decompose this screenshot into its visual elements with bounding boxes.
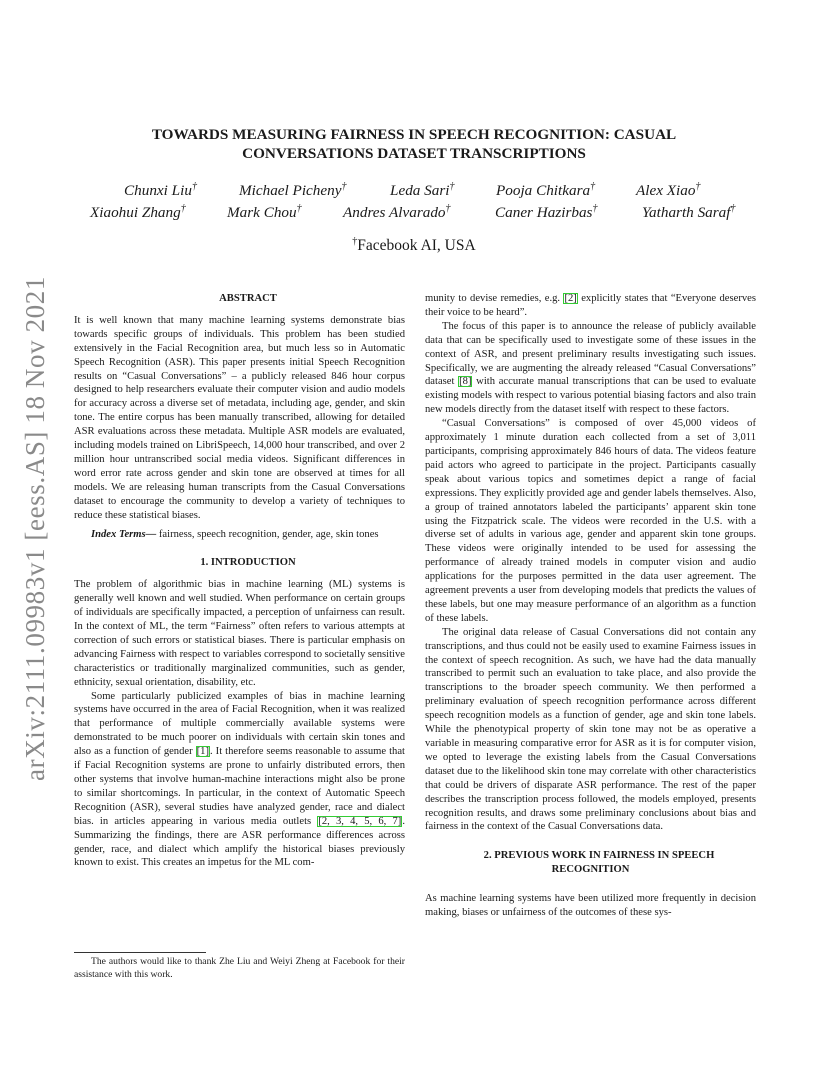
- author: Chunxi Liu†: [124, 180, 197, 199]
- footnote-text: The authors would like to thank Zhe Liu and Weiyi Zheng at Facebook for their assistance with this work.: [74, 956, 405, 980]
- author: Leda Sari†: [390, 180, 455, 199]
- author-list: [80, 182, 748, 226]
- author: Michael Picheny†: [239, 180, 347, 199]
- abstract-text: It is well known that many machine learning systems demonstrate bias towards specific groups of individuals. This problem has been studied extensively in the Facial Recognition area, but much less so in Automatic Speech Recognition (ASR). This paper presents initial Speech Recognition results on “Casual Conversations” – a publicly released 846 hour corpus designed to help researchers evaluate their computer vision and audio models for accuracy across a diverse set of metadata, including age, gender, and skin tone. The entire corpus has been manually transcribed, allowing for detailed ASR evaluations across these metadata. Multiple ASR models are evaluated, including models trained on LibriSpeech, 14,000 hour transcribed, and over 2 million hour untranscribed social media videos. Significant differences in word error rate across gender and skin tone are observed at times for all models. We are releasing human transcripts from the Casual Conversations dataset to encourage the community to develop a variety of techniques to reduce these statistical biases.: [74, 314, 405, 521]
- previous-work-heading: 2. PREVIOUS WORK IN FAIRNESS IN SPEECH RECOGNITION: [483, 850, 715, 876]
- abstract-heading: ABSTRACT: [219, 293, 277, 304]
- title-line-1: TOWARDS MEASURING FAIRNESS IN SPEECH RECOGNITION: CASUAL: [151, 126, 677, 143]
- arxiv-sidebar: [10, 268, 60, 788]
- intro-paragraph-3: The focus of this paper is to announce the release of publicly available data that can be specifically used to investigate some of these issues in the context of ASR, and present preliminary results investigating such issues. Specifically, we are augmenting the already released “Casual Conversations” dataset [8] with accurate manual transcriptions that can be used to evaluate existing models with respect to various potential biasing factors and also train new models directly from the dataset itself with respect to these factors.: [425, 320, 756, 416]
- arxiv-identifier: arXiv:2111.09983v1 [eess.AS] 18 Nov 2021: [19, 275, 50, 781]
- title-line-2: CONVERSATIONS DATASET TRANSCRIPTIONS: [242, 145, 586, 162]
- intro-paragraph-4: “Casual Conversations” is composed of over 45,000 videos of approximately 1 minute duration each collected from a set of 3,011 participants, comprising approximately 846 hours of data. The videos feature paid actors who agreed to participate in the project. Participants casually speak about various topics and sometimes depict a range of facial expressions. They explicitly provided age and gender labels themselves. Also, a group of trained annotators labeled the participants’ apparent skin tone using the Fitzpatrick scale. The videos were recorded in the U.S. with a diverse set of adults in various age, gender and apparent skin tone groups. These videos were originally intended to be used for assessing the performance of already trained models in computer vision and audio applications for the purposes permitted in the data user agreement. The agreement prevents a user from developing models that predicts the values of these labels, but one may measure performance of an algorithm as a function of these labels.: [425, 418, 756, 624]
- author: Xiaohui Zhang†: [90, 202, 186, 221]
- author: Pooja Chitkara†: [496, 180, 596, 199]
- introduction-heading: 1. INTRODUCTION: [200, 557, 296, 569]
- footnote: [74, 952, 405, 981]
- intro-paragraph-2-continued: munity to devise remedies, e.g. [2] explicitly states that “Everyone deserves their voice to be heard”.: [425, 293, 756, 318]
- citation-link[interactable]: [2, 3, 4, 5, 6, 7]: [318, 815, 402, 827]
- intro-paragraph-1: The problem of algorithmic bias in machine learning (ML) systems is generally well known and well studied. When performance on certain groups of individuals are specifically impacted, a perception of unfairness can result. In the context of ML, the term “Fairness” often refers to various attempts at correction of such errors or statistical biases. There is particular emphasis on advancing Fairness with respect to variables correspond to societally sensitive characteristics or traditionally marginalized communities, such as gender, ethnicity, sexual orientation, disability, etc.: [74, 579, 405, 688]
- author-row-2: [80, 204, 748, 226]
- author: Alex Xiao†: [636, 180, 701, 199]
- right-column: [425, 292, 756, 920]
- author: Caner Hazirbas†: [495, 202, 598, 221]
- left-column: [74, 292, 405, 870]
- index-terms: Index Terms— fairness, speech recognition, gender, age, skin tones: [91, 528, 379, 540]
- intro-paragraph-5: The original data release of Casual Conversations did not contain any transcriptions, and thus could not be easily used to examine Fairness issues in the context of speech recognition. As such, we have had the data manually transcribed to permit such an evaluation to take place, and also provide the transcriptions to the broader speech community. We then performed a preliminary evaluation of speech recognition performance across different speech recognition models as a function of gender, age and skin tone labels. While the phenotypical property of skin tone may not be as operative a variable in measuring comparative error for ASR as it is for computer vision, we opted to leverage the existing labels from the Casual Conversations dataset due to the likelihood skin tone may correlate with other characteristics that could be drivers of disparate ASR performance. The rest of the paper describes the transcription process followed, the models employed, presents recognition results, and draws some preliminary conclusions about bias and fairness in the context of the Casual Conversations data.: [425, 626, 756, 833]
- citation-link[interactable]: [1]: [196, 746, 210, 758]
- author: Andres Alvarado†: [343, 202, 451, 221]
- intro-paragraph-2: Some particularly publicized examples of bias in machine learning systems have occurred in the area of Facial Recognition, when it was realized that performance of multiple commercially available systems were demonstrated to be much poorer on individuals with certain skin tones and also as a function of gender [1]. It therefore seems reasonable to assume that if Facial Recognition systems are prone to unfairly distributed errors, then other systems that involve human-machine interactions might also be prone to similar shortcomings. In particular, in the context of Automatic Speech Recognition (ASR), several studies have analyzed gender, race and dialect bias. in articles appearing in various media outlets [2, 3, 4, 5, 6, 7]. Summarizing the findings, there are ASR performance differences across gender, race, and dialect which amplify the historical biases previously known to exist. This creates an impetus for the ML com-: [74, 690, 405, 869]
- citation-link[interactable]: [8]: [459, 376, 472, 388]
- author: Yatharth Saraf†: [642, 202, 736, 221]
- citation-link[interactable]: [2]: [564, 293, 577, 304]
- author-row-1: [80, 182, 748, 204]
- paper-title: [80, 125, 748, 163]
- author: Mark Chou†: [227, 202, 302, 221]
- affiliation: †Facebook AI, USA: [352, 235, 476, 254]
- previous-work-paragraph-1: As machine learning systems have been utilized more frequently in decision making, biases or unfairness of the outcomes of these sys-: [425, 893, 756, 919]
